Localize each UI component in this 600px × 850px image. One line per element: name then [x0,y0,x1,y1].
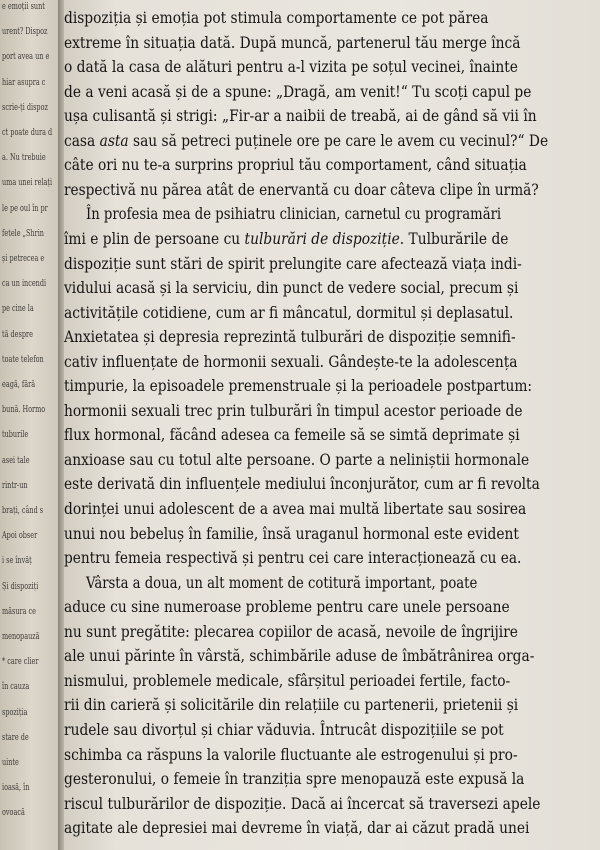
text-run: sau să petreci puținele ore pe care le avem cu vecinul?“ De [128,130,549,150]
facing-page-line: eagă, fără [2,380,36,390]
facing-page-line: rintr-un [2,480,28,491]
text-line: rudele sau divorțul și chiar văduvia. Întrucât dispozițiile se pot [64,719,504,739]
text-line: În profesia mea de psihiatru clinician, carnetul cu programări [86,204,502,224]
italic-text-run: tulburări de dispoziție [244,228,400,248]
text-line: respectivă nu părea atât de enervantă cu doar câteva clipe în urmă? [64,179,539,199]
text-line: nismului, problemele medicale, sfârșitul perioadei fertile, facto- [64,670,511,690]
text-line: o dată la casa de alături pentru a-l vizita pe soțul vecinei, înainte [64,57,518,77]
text-line: activitățile cotidiene, cum ar fi mâncatul, dormitul și deplasatul. [64,302,514,322]
facing-page-line: e emoții sunt [2,2,45,12]
facing-page-line: fetele „Shrin [2,228,44,239]
text-line: extreme în situația dată. După muncă, partenerul tău merge încă [64,32,521,52]
facing-page-line: ca un incendi [2,279,47,290]
facing-page-line: măsura ce [2,606,36,617]
text-line: unui nou bebeluș în familie, însă uraganul hormonal este evident [64,523,519,543]
text-line: câte ori nu te-a surprins propriul tău comportament, când situația [64,155,527,175]
facing-page-line: Și dispoziți [2,581,39,592]
facing-page-line: uinte [2,758,19,768]
text-line: ale unui părinte în vârstă, schimbările aduse de îmbătrânirea orga- [64,646,535,666]
text-line: dispoziția și emoția pot stimula comportamente ce pot părea [64,8,489,27]
facing-page-line: asei tale [2,455,30,466]
text-line [64,131,591,150]
text-run: îmi e plin de persoane cu [64,228,245,248]
facing-page-fragment [0,0,58,850]
facing-page-line: i se învăț [2,556,32,567]
facing-page-line: stare de [2,732,29,743]
text-line: cativ influențate de hormonii sexuali. Gândește-te la adolescența [64,351,518,371]
facing-page-line: Apoi obser [2,531,38,542]
text-line: agitate ale depresiei mai devreme în viață, dar ai căzut pradă unei [64,818,530,838]
text-line: nu sunt pregătite: plecarea copiilor de acasă, nevoile de îngrijire [64,621,518,641]
text-line: pentru femeia respectivă și pentru cei care interacționează cu ea. [64,548,522,568]
facing-page-line: și petrecea e [2,254,45,264]
italic-text-run: asta [99,130,129,150]
text-line: timpurie, la episoadele premenstruale și la perioadele postpartum: [64,376,533,396]
facing-page-line: uma unei relați [2,178,53,189]
text-line: rii din carieră și solicitările din relațiile cu partenerii, prietenii și [64,695,519,715]
facing-page-line: ovoacă [2,808,25,819]
facing-page-line: scrie-ți dispoz [2,102,48,113]
text-line: gesteronului, o femeie în tranziția spre menopauză este expusă la [64,769,525,789]
text-line: hormonii sexuali trec prin tulburări în timpul acestor perioade de [64,400,523,420]
facing-page-line: le pe oul în pr [2,203,48,214]
text-line: riscul tulburărilor de dispoziție. Dacă ai încercat să traversezi apele [64,793,541,813]
text-line: ușa culisantă și strigi: „Fir-ar a naibii de treabă, ai de gând să vii în [64,106,537,126]
facing-page-line: hiar asupra c [2,77,46,88]
text-line: dorinței unui adolescent de a avea mai multă libertate sau sosirea [64,499,527,518]
text-line: Vârsta a doua, un alt moment de cotitură important, poate [86,572,478,592]
text-line: aduce cu sine numeroase probleme pentru care unele persoane [64,597,510,617]
text-line: flux hormonal, făcând adesea ca femeile să se simtă deprimate și [64,425,520,445]
text-line: schimba ca răspuns la valorile fluctuante ale estrogenului și pro- [64,744,518,764]
facing-page-line: port avea un e [2,52,50,63]
book-page [64,0,600,850]
facing-page-line: toate telefon [2,354,44,365]
facing-page-line: tă despre [2,329,33,340]
text-line [64,229,591,248]
facing-page-line: brați, când s [2,506,44,516]
text-run: . Tulburările de [399,228,509,248]
text-line: anxioase sau cu totul alte persoane. O parte a neliniștii hormonale [64,449,530,469]
facing-page-line: * care clier [2,657,39,668]
text-run: casa [64,130,100,150]
facing-page-line: a. Nu trebuie [2,153,46,164]
facing-page-line: în cauza [2,682,30,693]
facing-page-line: spoziția [2,707,28,718]
facing-page-line: ioasă, în [2,783,30,794]
text-line: este derivată din influențele mediului înconjurător, cum ar fi revolta [64,474,540,494]
facing-page-line: pe cine la [2,304,34,315]
text-line: dispoziție sunt stări de spirit prelungite care afectează viața indi- [64,253,522,273]
facing-page-line: bună. Hormo [2,405,46,416]
facing-page-line: menopauză [2,632,40,642]
facing-page-line: tuburile [2,430,29,441]
text-line: vidului acasă și la serviciu, din punct de vedere social, precum și [64,278,519,298]
text-line: Anxietatea și depresia reprezintă tulburări de dispoziție semnifi- [64,327,516,347]
facing-page-line: ct poate dura d [2,128,53,138]
facing-page-line: urent? Dispoz [2,27,48,38]
text-line: de a veni acasă și de a spune: „Dragă, am venit!“ Tu scoți capul pe [64,81,532,101]
